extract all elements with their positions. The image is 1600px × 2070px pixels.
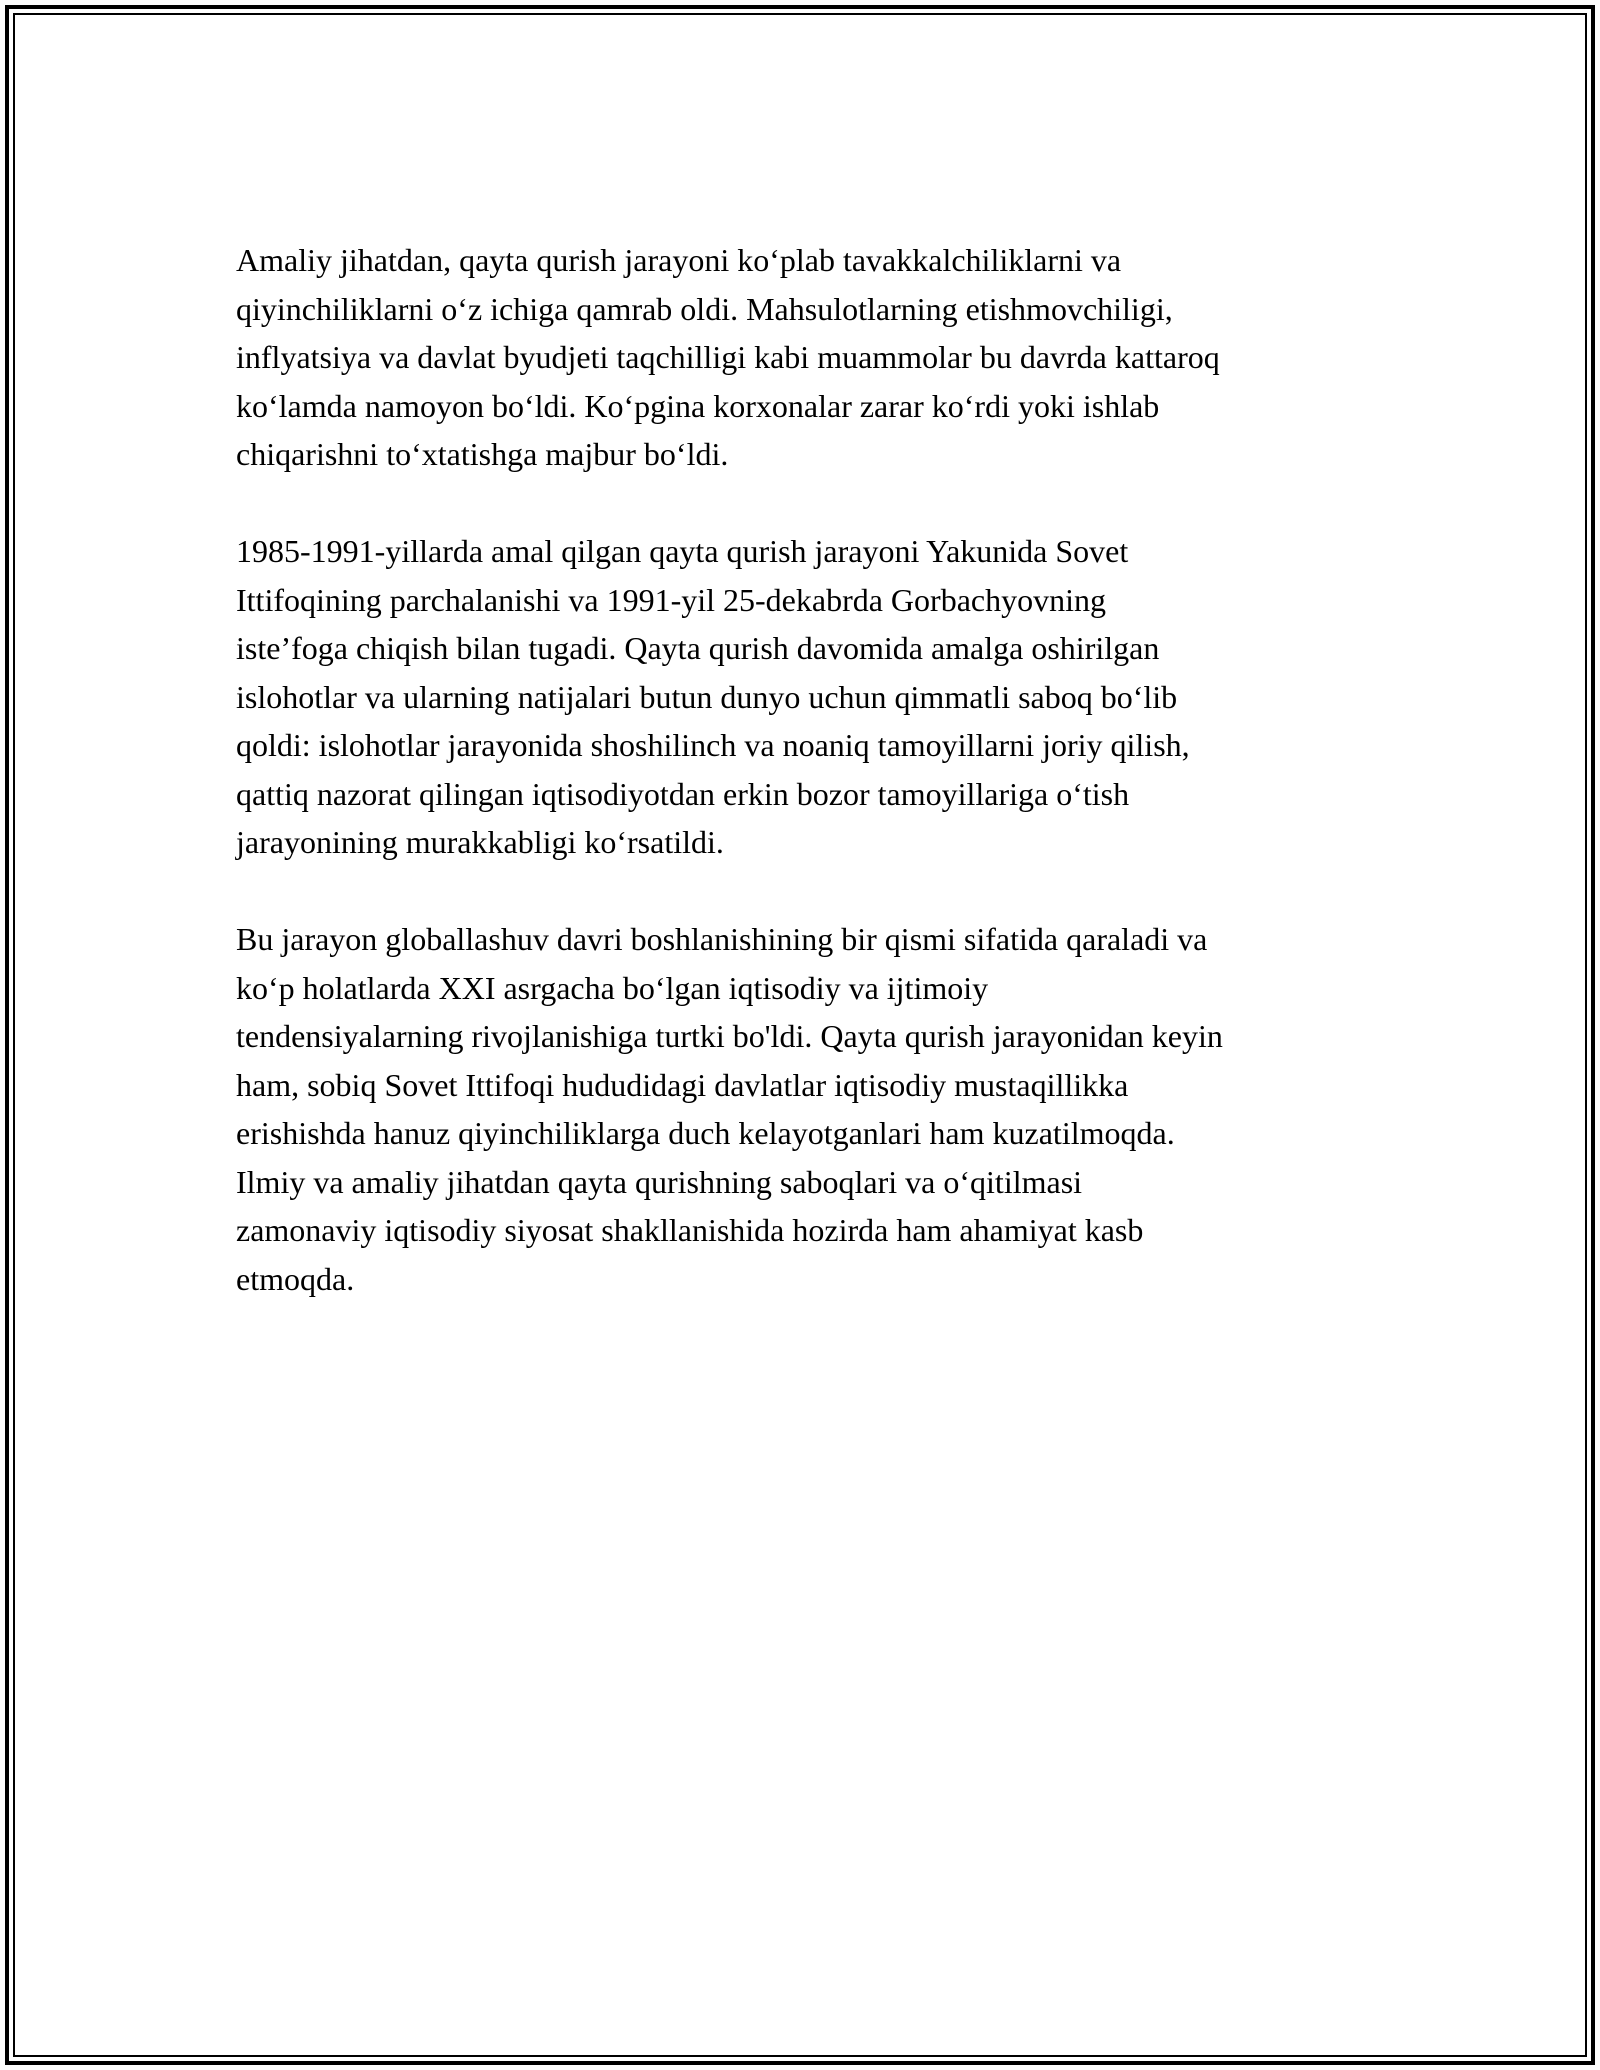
text-line: iste’foga chiqish bilan tugadi. Qayta qurish davomida amalga oshirilgan [236, 630, 1160, 666]
text-line: ham, sobiq Sovet Ittifoqi hududidagi davlatlar iqtisodiy mustaqillikka [236, 1066, 1129, 1103]
text-line: Bu jarayon globallashuv davri boshlanishining bir qismi sifatida qaraladi va [236, 921, 1208, 957]
text-line: jarayonining murakkabligi ko‘rsatildi. [236, 824, 724, 860]
text-line: Amaliy jihatdan, qayta qurish jarayoni ko‘plab tavakkalchiliklarni va [236, 242, 1122, 278]
text-line: chiqarishni to‘xtatishga majbur bo‘ldi. [236, 436, 729, 472]
text-line: erishishda hanuz qiyinchiliklarga duch kelayotganlari ham kuzatilmoqda. [236, 1115, 1175, 1151]
document-body [236, 236, 1376, 1352]
text-line: 1985-1991-yillarda amal qilgan qayta qurish jarayoni Yakunida Sovet [236, 533, 1129, 569]
text-line: qoldi: islohotlar jarayonida shoshilinch va noaniq tamoyillarni joriy qilish, [236, 727, 1190, 763]
paragraph-2 [236, 527, 1376, 867]
text-line: tendensiyalarning rivojlanishiga turtki bo'ldi. Qayta qurish jarayonidan keyin [236, 1018, 1223, 1054]
paragraph-3 [236, 915, 1376, 1303]
text-line: islohotlar va ularning natijalari butun dunyo uchun qimmatli saboq bo‘lib [236, 678, 1178, 715]
text-line: qattiq nazorat qilingan iqtisodiyotdan erkin bozor tamoyillariga o‘tish [236, 775, 1130, 812]
text-line: inflyatsiya va davlat byudjeti taqchilligi kabi muammolar bu davrda kattaroq [236, 339, 1220, 375]
text-line: qiyinchiliklarni o‘z ichiga qamrab oldi. Mahsulotlarning etishmovchiligi, [236, 290, 1173, 327]
paragraph-1 [236, 236, 1376, 479]
text-line: Ilmiy va amaliy jihatdan qayta qurishning saboqlari va o‘qitilmasi [236, 1163, 1083, 1200]
text-line: Ittifoqining parchalanishi va 1991-yil 25-dekabrda Gorbachyovning [236, 581, 1106, 618]
text-line: ko‘lamda namoyon bo‘ldi. Ko‘pgina korxonalar zarar ko‘rdi yoki ishlab [236, 387, 1160, 424]
text-line: ko‘p holatlarda XXI asrgacha bo‘lgan iqtisodiy va ijtimoiy [236, 969, 989, 1006]
text-line: zamonaviy iqtisodiy siyosat shakllanishida hozirda ham ahamiyat kasb [236, 1212, 1144, 1248]
text-line: etmoqda. [236, 1260, 355, 1297]
